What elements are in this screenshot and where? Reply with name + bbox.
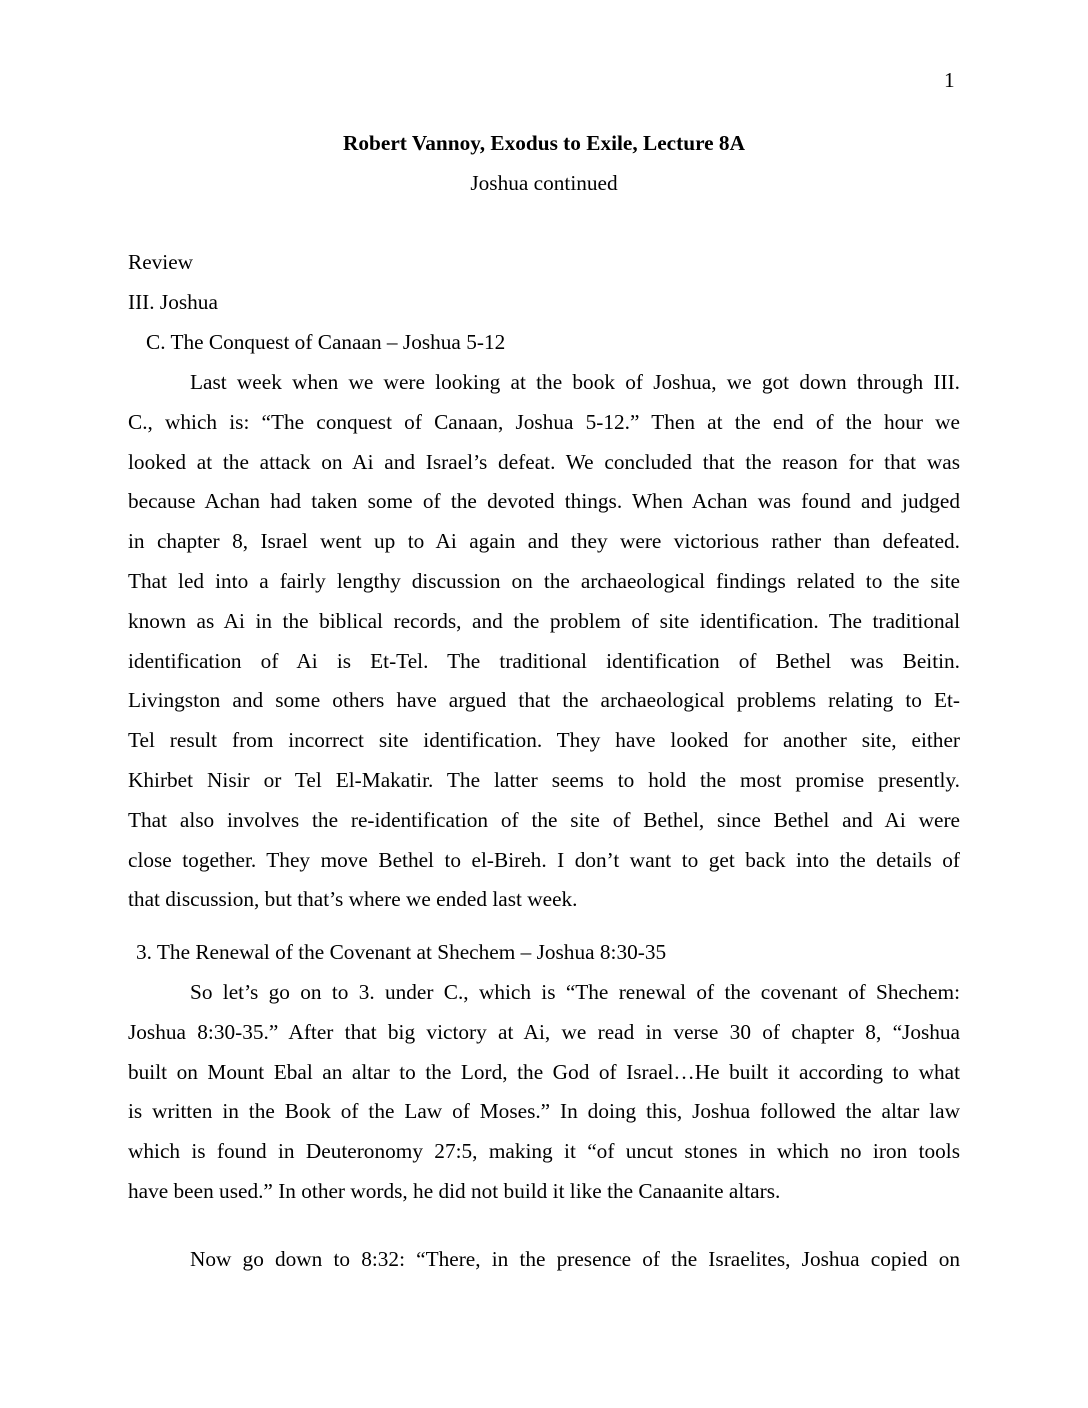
text-line: Now go down to 8:32: “There, in the presence of the Israelites, Joshua copied on	[190, 1247, 960, 1271]
text-line: is written in the Book of the Law of Moses.” In doing this, Joshua followed the altar law	[128, 1099, 960, 1124]
text-line: That also involves the re-identification of the site of Bethel, since Bethel and Ai were	[128, 807, 960, 832]
review-heading: Review	[128, 250, 194, 274]
text-line: Khirbet Nisir or Tel El-Makatir. The latter seems to hold the most promise presently.	[128, 768, 960, 792]
text-line: because Achan had taken some of the devoted things. When Achan was found and judged	[128, 489, 960, 514]
text-line: Tel result from incorrect site identification. They have looked for another site, either	[128, 728, 960, 753]
text-line: which is found in Deuteronomy 27:5, making it “of uncut stones in which no iron tools	[128, 1139, 960, 1164]
outline-heading-joshua: III. Joshua	[128, 290, 218, 314]
text-line: identification of Ai is Et-Tel. The traditional identification of Bethel was Beitin.	[128, 648, 960, 673]
text-line: looked at the attack on Ai and Israel’s defeat. We concluded that the reason for that was	[128, 449, 960, 474]
text-line: Last week when we were looking at the book of Joshua, we got down through III.	[190, 370, 960, 394]
text-line: that discussion, but that’s where we ended last week.	[128, 887, 578, 912]
text-line: That led into a fairly lengthy discussion on the archaeological findings related to the site	[128, 569, 960, 593]
text-line: close together. They move Bethel to el-Bireh. I don’t want to get back into the details of	[128, 847, 960, 872]
text-line: known as Ai in the biblical records, and the problem of site identification. The traditional	[128, 608, 960, 633]
text-line: have been used.” In other words, he did not build it like the Canaanite altars.	[128, 1179, 781, 1203]
page-number: 1	[944, 68, 955, 92]
section-heading-renewal: 3. The Renewal of the Covenant at Shechem – Joshua 8:30-35	[136, 940, 667, 964]
text-line: Livingston and some others have argued that the archaeological problems relating to Et-	[128, 688, 960, 713]
document-subtitle: Joshua continued	[470, 171, 618, 195]
text-line: So let’s go on to 3. under C., which is “The renewal of the covenant of Shechem:	[190, 980, 960, 1004]
outline-heading-conquest: C. The Conquest of Canaan – Joshua 5-12	[146, 330, 506, 354]
text-line: Joshua 8:30-35.” After that big victory at Ai, we read in verse 30 of chapter 8, “Joshua	[128, 1019, 960, 1044]
text-line: built on Mount Ebal an altar to the Lord, the God of Israel…He built it according to what	[128, 1059, 960, 1084]
document-title: Robert Vannoy, Exodus to Exile, Lecture 8A	[343, 131, 745, 155]
text-line: C., which is: “The conquest of Canaan, Joshua 5-12.” Then at the end of the hour we	[128, 409, 960, 434]
text-line: in chapter 8, Israel went up to Ai again and they were victorious rather than defeated.	[128, 529, 960, 554]
